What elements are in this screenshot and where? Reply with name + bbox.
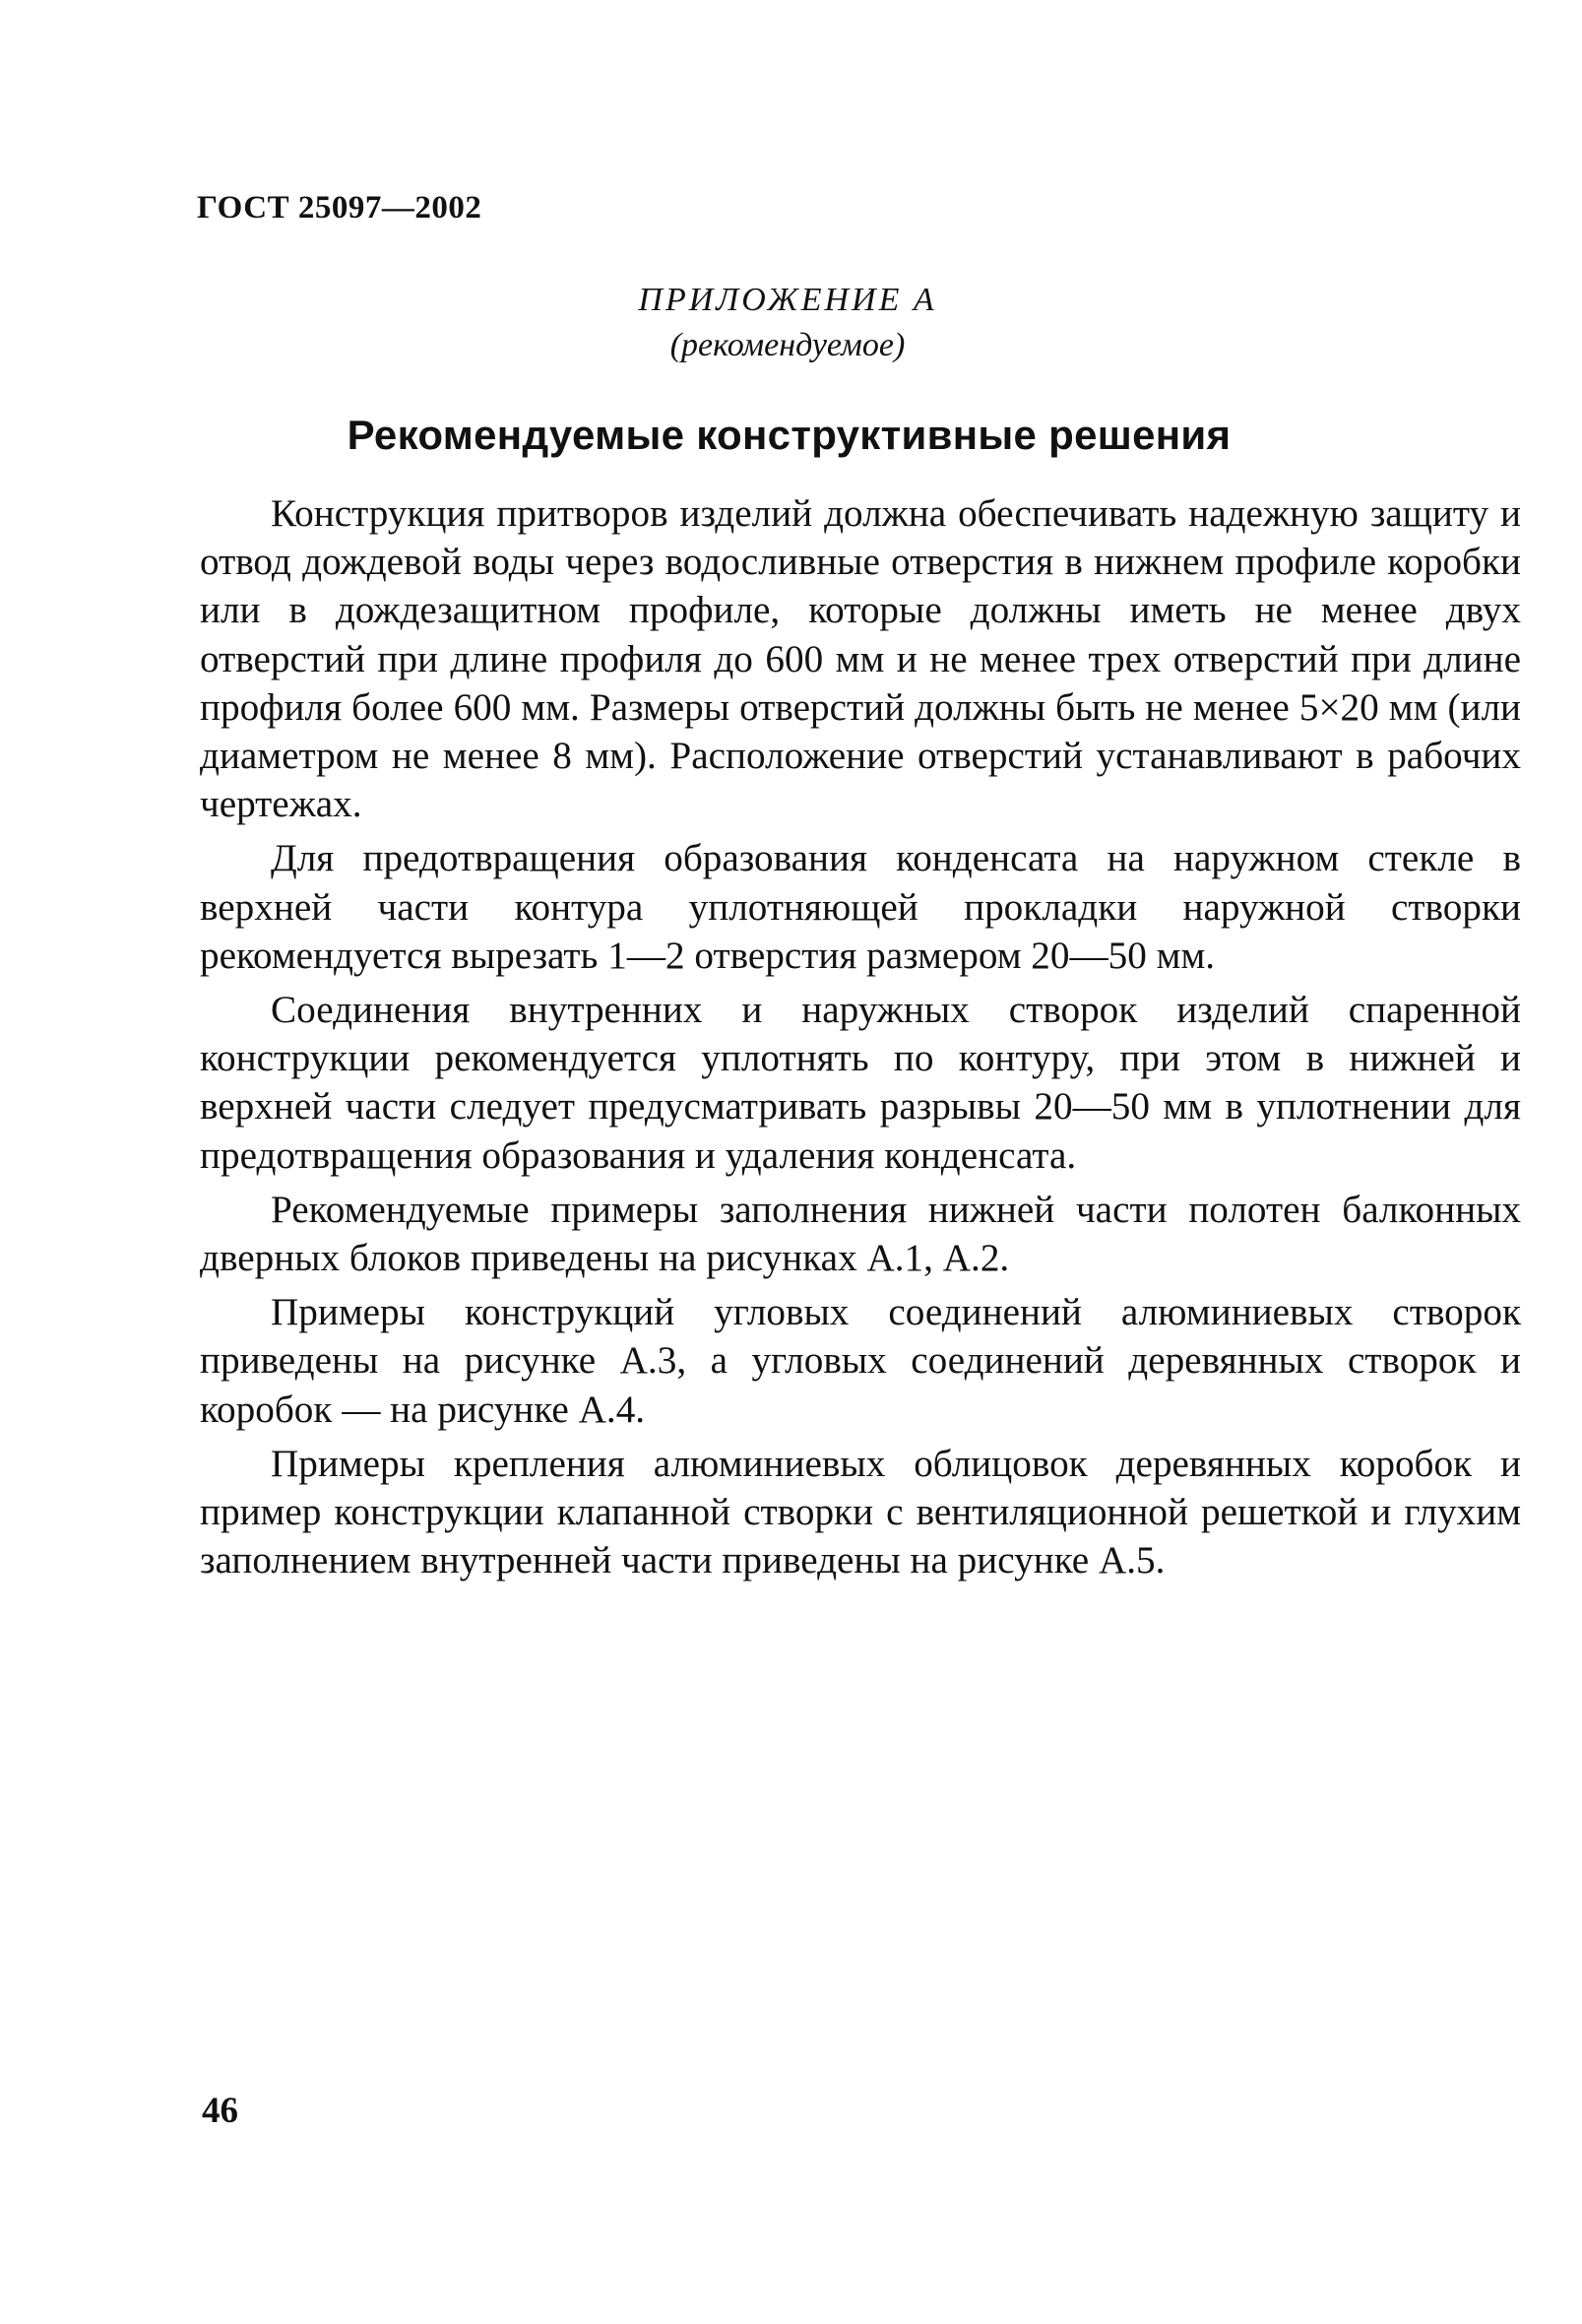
appendix-label: ПРИЛОЖЕНИЕ А: [638, 282, 937, 318]
appendix-status: (рекомендуемое): [669, 327, 906, 363]
section-title: Рекомендуемые конструктивные решения: [347, 412, 1232, 458]
paragraph: Примеры конструкций угловых соединений алюминиевых створок приведены на рисунке А.3, а угловых соединений деревянных створок и коробок — на рисунке А.4.: [200, 1291, 1521, 1431]
paragraph: Конструкция притворов изделий должна обеспечивать надежную защиту и отвод дождевой воды через водосливные отверстия в нижнем профиле коробки или в дождезащитном профиле, которые должны иметь не менее двух отверстий при длине профиля до 600 мм и не менее трех отверстий при длине профиля более 600 мм. Размеры отверстий должны быть не менее 5×20 мм (или диаметром не менее 8 мм). Расположение отверстий устанавливают в рабочих чертежах.: [200, 492, 1521, 826]
appendix-heading: [591, 278, 984, 368]
document-code: ГОСТ 25097—2002: [197, 190, 482, 226]
paragraph: Рекомендуемые примеры заполнения нижней части полотен балконных дверных блоков приведены на рисунках А.1, А.2.: [200, 1188, 1521, 1280]
page-number: 46: [202, 2091, 238, 2131]
paragraph: Примеры крепления алюминиевых облицовок деревянных коробок и пример конструкции клапанной створки с вентиляционной решеткой и глухим заполнением внутренней части приведены на рисунке А.5.: [200, 1442, 1521, 1582]
paragraph: Для предотвращения образования конденсата на наружном стекле в верхней части контура уплотняющей прокладки наружной створки рекомендуется вырезать 1—2 отверстия размером 20—50 мм.: [200, 837, 1521, 977]
body-text: [200, 489, 1521, 1590]
paragraph: Соединения внутренних и наружных створок изделий спаренной конструкции рекомендуется уплотнять по контуру, при этом в нижней и верхней части следует предусматривать разрывы 20—50 мм в уплотнении для предотвращения образования и удаления конденсата.: [200, 989, 1521, 1177]
